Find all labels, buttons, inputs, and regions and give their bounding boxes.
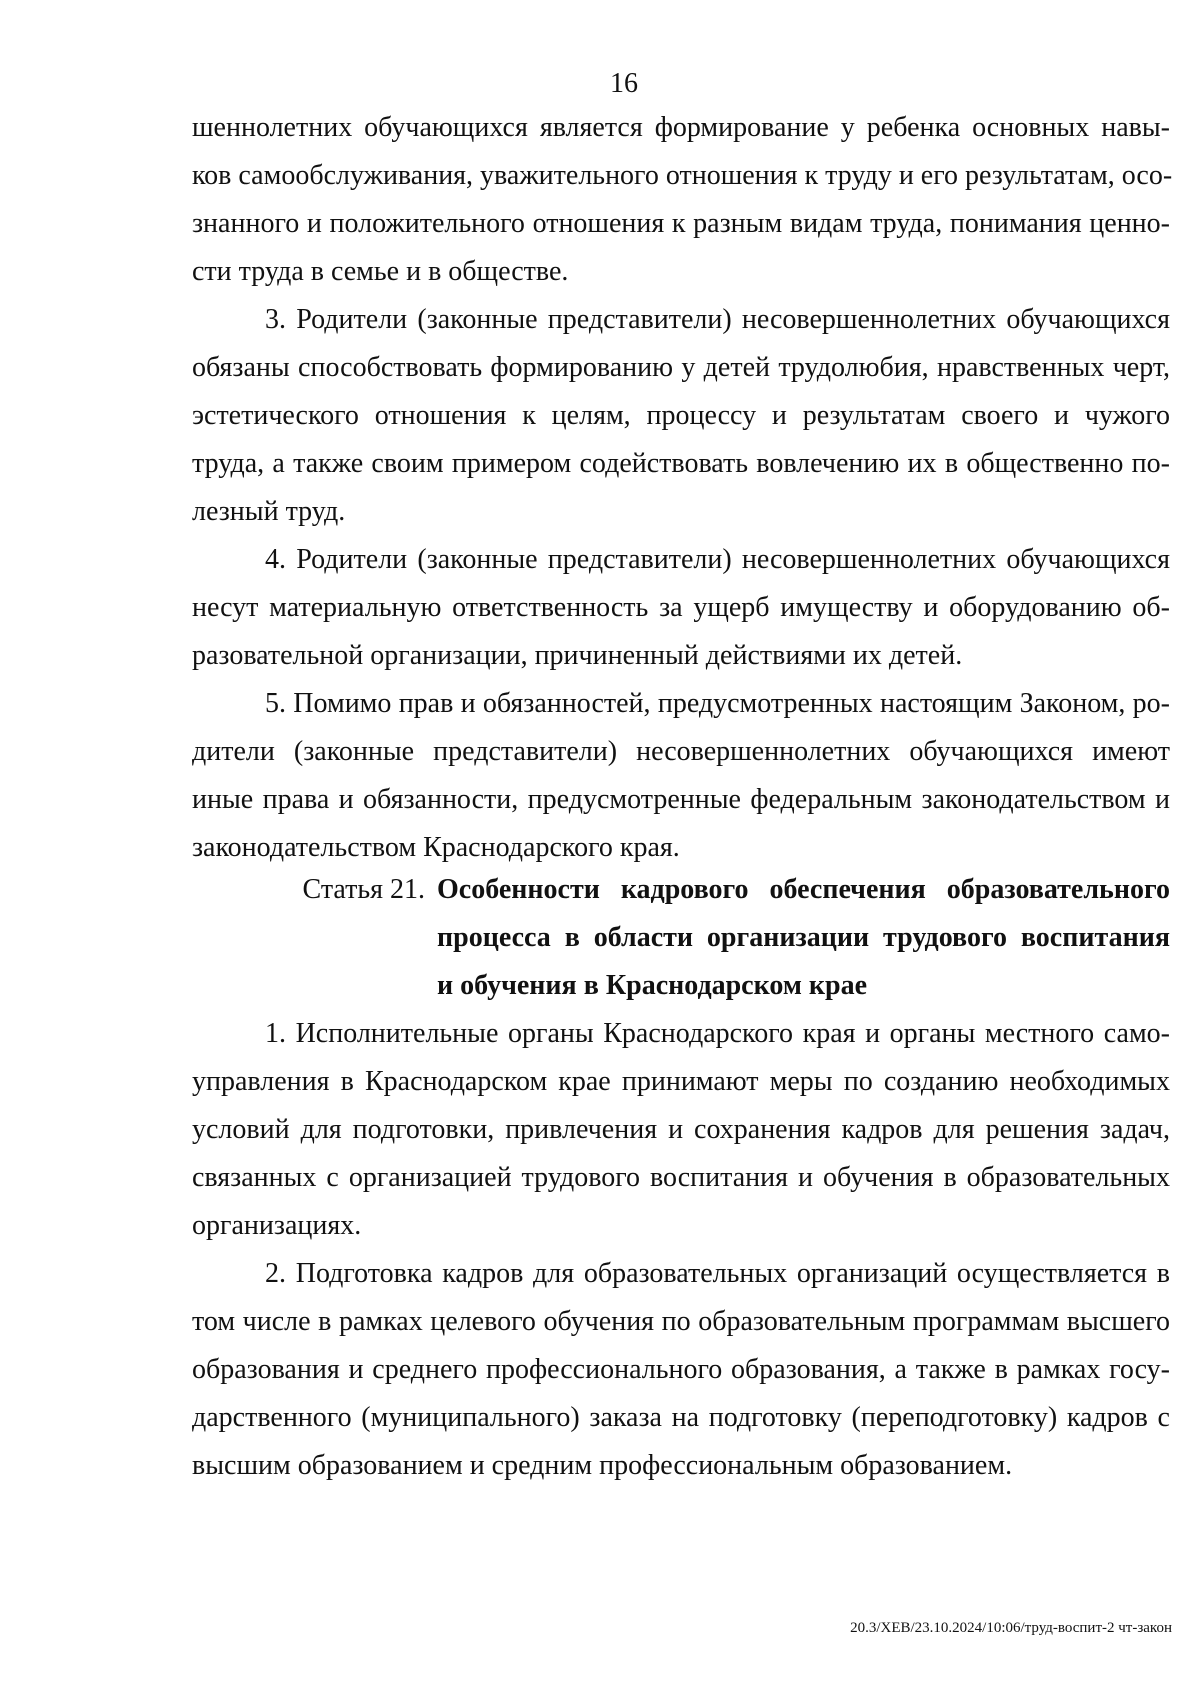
paragraph-line: 2. Подготовка кадров для образовательных организаций осуществляется в [265, 1258, 1170, 1289]
paragraph-line: обязаны способствовать формированию у детей трудолюбия, нравственных черт, [192, 352, 1170, 383]
paragraph-line: 1. Исполнительные органы Краснодарского края и органы местного само- [265, 1018, 1170, 1049]
paragraph-line: 4. Родители (законные представители) несовершеннолетних обучающихся [265, 544, 1170, 575]
paragraph-line: 3. Родители (законные представители) несовершеннолетних обучающихся [265, 304, 1170, 335]
paragraph-line: труда, а также своим примером содействовать вовлечению их в общественно по- [192, 448, 1170, 479]
paragraph-line: организациях. [192, 1210, 362, 1241]
article-body [192, 1010, 1170, 1490]
paragraph-line: ков самообслуживания, уважительного отношения к труду и его результатам, осо- [192, 160, 1173, 191]
paragraph-line: сти труда в семье и в обществе. [192, 256, 569, 287]
paragraph-line: управления в Краснодарском крае принимают меры по созданию необходимых [192, 1066, 1170, 1097]
paragraph-line: дарственного (муниципального) заказа на подготовку (переподготовку) кадров с [192, 1402, 1170, 1433]
paragraph-line: дители (законные представители) несовершеннолетних обучающихся имеют [192, 736, 1170, 767]
paragraph-line: высшим образованием и средним профессиональным образованием. [192, 1450, 1013, 1481]
paragraph-line: лезный труд. [192, 496, 346, 527]
paragraph-line: несут материальную ответственность за ущерб имуществу и оборудованию об- [192, 592, 1170, 623]
article-number: Статья 21. [302, 874, 425, 905]
article-heading [202, 866, 1170, 1010]
paragraph-line: 5. Помимо прав и обязанностей, предусмотренных настоящим Законом, ро- [265, 688, 1170, 719]
paragraph-line: шеннолетних обучающихся является формирование у ребенка основных навы- [192, 112, 1170, 143]
paragraph-line: эстетического отношения к целям, процессу и результатам своего и чужого [192, 400, 1170, 431]
paragraph-line: том числе в рамках целевого обучения по образовательным программам высшего [192, 1306, 1170, 1337]
article-title: Особенности кадрового обеспечения образовательного процесса в области организации трудового воспитания и обучения в Краснодарском крае [437, 874, 1170, 1001]
paragraph-line: условий для подготовки, привлечения и сохранения кадров для решения задач, [192, 1114, 1170, 1145]
paragraph-line: связанных с организацией трудового воспитания и обучения в образовательных [192, 1162, 1170, 1193]
paragraph-line: знанного и положительного отношения к разным видам труда, понимания ценно- [192, 208, 1170, 239]
document-footer-code: 20.3/ХЕВ/23.10.2024/10:06/труд-воспит-2 чт-закон [850, 1620, 1172, 1636]
paragraph-line: разовательной организации, причиненный действиями их детей. [192, 640, 963, 671]
paragraph-line: законодательством Краснодарского края. [192, 832, 680, 863]
body-text [192, 104, 1173, 872]
page-number: 16 [610, 68, 638, 99]
paragraph-line: иные права и обязанности, предусмотренные федеральным законодательством и [192, 784, 1170, 815]
paragraph-line: образования и среднего профессионального образования, а также в рамках госу- [192, 1354, 1170, 1385]
